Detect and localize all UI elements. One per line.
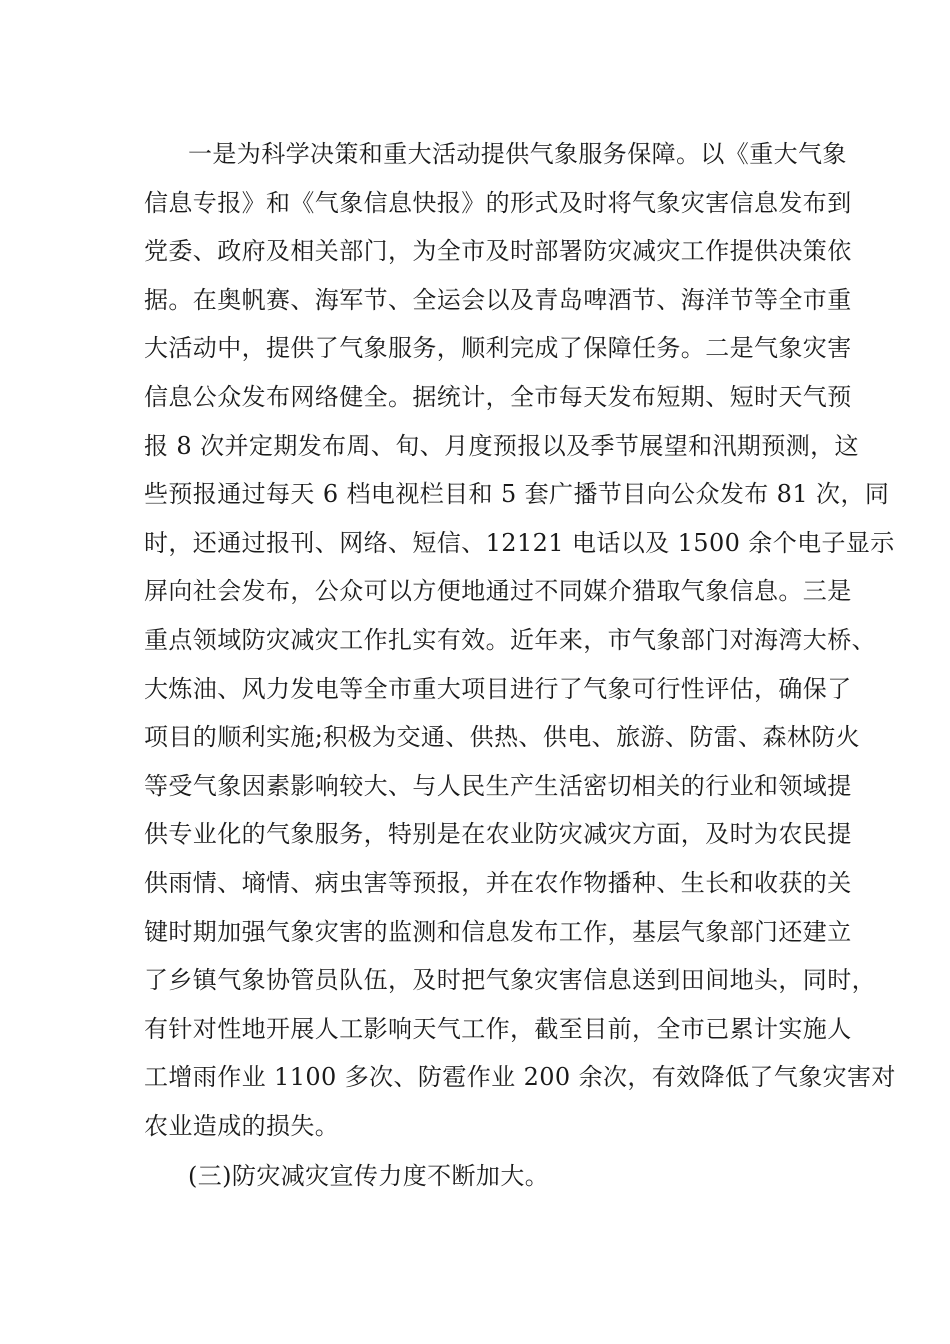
paragraph-line: 一是为科学决策和重大活动提供气象服务保障。以《重大气象 <box>188 140 847 168</box>
paragraph-line: 工增雨作业 1100 多次、防雹作业 200 余次，有效降低了气象灾害对 <box>144 1063 896 1092</box>
paragraph-line: 报 8 次并定期发布周、旬、月度预报以及季节展望和汛期预测，这 <box>144 431 859 460</box>
paragraph-line: 项目的顺利实施;积极为交通、供热、供电、旅游、防雷、森林防火 <box>144 723 861 752</box>
paragraph-line: 供专业化的气象服务，特别是在农业防灾减灾方面，及时为农民提 <box>144 820 852 849</box>
paragraph-line: 党委、政府及相关部门，为全市及时部署防灾减灾工作提供决策依 <box>144 237 852 266</box>
paragraph-line: 些预报通过每天 6 档电视栏目和 5 套广播节目向公众发布 81 次，同 <box>144 480 890 509</box>
paragraph-line: 供雨情、墒情、病虫害等预报，并在农作物播种、生长和收获的关 <box>144 868 852 897</box>
paragraph-line: 时，还通过报刊、网络、短信、12121 电话以及 1500 余个电子显示 <box>144 528 895 557</box>
paragraph-line: 等受气象因素影响较大、与人民生产生活密切相关的行业和领域提 <box>144 771 852 800</box>
paragraph-line: 据。在奥帆赛、海军节、全运会以及青岛啤酒节、海洋节等全市重 <box>144 285 852 314</box>
section-heading: (三)防灾减灾宣传力度不断加大。 <box>188 1162 550 1191</box>
paragraph-line: 了乡镇气象协管员队伍，及时把气象灾害信息送到田间地头，同时， <box>144 966 876 995</box>
paragraph-line: 信息专报》和《气象信息快报》的形式及时将气象灾害信息发布到 <box>144 188 852 217</box>
document-body <box>144 130 896 1201</box>
paragraph-line: 键时期加强气象灾害的监测和信息发布工作，基层气象部门还建立 <box>144 917 852 946</box>
paragraph-line: 重点领域防灾减灾工作扎实有效。近年来，市气象部门对海湾大桥、 <box>144 625 876 654</box>
paragraph-line: 信息公众发布网络健全。据统计，全市每天发布短期、短时天气预 <box>144 382 852 411</box>
paragraph-line: 农业造成的损失。 <box>144 1111 340 1140</box>
paragraph-line: 大活动中，提供了气象服务，顺利完成了保障任务。二是气象灾害 <box>144 334 852 363</box>
paragraph-line: 大炼油、风力发电等全市重大项目进行了气象可行性评估，确保了 <box>144 674 852 703</box>
paragraph-line: 屏向社会发布，公众可以方便地通过不同媒介猎取气象信息。三是 <box>144 577 852 606</box>
paragraph-line: 有针对性地开展人工影响天气工作，截至目前，全市已累计实施人 <box>144 1014 852 1043</box>
